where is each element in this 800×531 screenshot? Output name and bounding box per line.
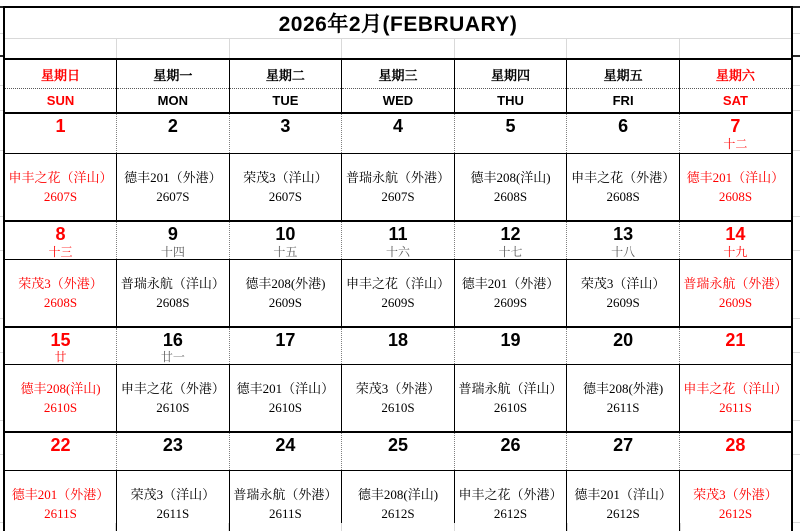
weekday-en-wed: WED bbox=[342, 89, 455, 114]
weekday-cn-tue: 星期二 bbox=[229, 59, 342, 89]
vessel-name: 德丰208(外港) bbox=[583, 381, 664, 397]
weekday-en-sat: SAT bbox=[679, 89, 792, 114]
day-cell-2[interactable] bbox=[117, 113, 230, 154]
day-number: 2 bbox=[167, 116, 178, 136]
vessel-name: 荣茂3（洋山） bbox=[130, 487, 216, 503]
weekday-cn-row bbox=[4, 59, 792, 89]
day-cell-1[interactable] bbox=[4, 113, 117, 154]
vessel-name: 德丰201（外港） bbox=[124, 170, 222, 185]
vessel-name: 申丰之花（洋山） bbox=[683, 381, 788, 397]
voyage-number: 2611S bbox=[719, 400, 752, 416]
voyage-number: 2612S bbox=[606, 506, 640, 522]
voyage-number: 2609S bbox=[268, 294, 303, 310]
day-number: 14 bbox=[725, 224, 746, 244]
lunar-date bbox=[117, 137, 229, 151]
day-cell-27[interactable] bbox=[567, 432, 680, 470]
vessel-name: 德丰201（洋山） bbox=[686, 170, 785, 185]
day-number: 8 bbox=[55, 224, 66, 244]
voyage-number: 2609S bbox=[718, 294, 753, 310]
vessel-name: 德丰208(洋山) bbox=[20, 381, 101, 397]
day-cell-6[interactable] bbox=[567, 113, 680, 154]
weekday-en-row bbox=[4, 89, 792, 114]
gridline bbox=[793, 6, 800, 8]
voyage-number: 2608S bbox=[606, 189, 640, 204]
gridline bbox=[793, 150, 800, 151]
voyage-number: 2610S bbox=[268, 400, 303, 416]
gridline bbox=[793, 420, 800, 421]
lunar-date bbox=[680, 350, 791, 364]
day-cell-10[interactable] bbox=[229, 221, 342, 259]
day-number: 21 bbox=[725, 329, 746, 350]
day-cell-22[interactable] bbox=[4, 432, 117, 470]
voyage-number: 2610S bbox=[493, 400, 528, 416]
partial-next-row bbox=[3, 523, 793, 531]
lunar-date bbox=[455, 456, 567, 470]
voyage-number: 2607S bbox=[43, 189, 78, 204]
vessel-cell-21[interactable] bbox=[679, 365, 792, 433]
lunar-date: 十七 bbox=[498, 244, 523, 259]
day-cell-18[interactable] bbox=[342, 327, 455, 365]
vessel-cell-24[interactable] bbox=[229, 471, 342, 531]
lunar-date: 廿 bbox=[54, 350, 67, 365]
vessel-cell-4[interactable] bbox=[342, 154, 455, 222]
day-cell-8[interactable] bbox=[4, 221, 117, 259]
vessel-cell-13[interactable] bbox=[567, 259, 680, 327]
week-4-date-row bbox=[4, 432, 792, 470]
vessel-cell-7[interactable] bbox=[679, 154, 792, 222]
voyage-number: 2609S bbox=[606, 294, 640, 310]
gridline bbox=[793, 318, 800, 319]
vessel-cell-22[interactable] bbox=[4, 471, 117, 531]
lunar-date bbox=[342, 456, 454, 470]
day-cell-12[interactable] bbox=[454, 221, 567, 259]
vessel-name: 普瑞永航（外港） bbox=[233, 487, 338, 503]
weekday-cn-thu: 星期四 bbox=[454, 59, 567, 89]
voyage-number: 2612S bbox=[381, 506, 415, 522]
voyage-number: 2610S bbox=[381, 400, 415, 416]
day-cell-24[interactable] bbox=[229, 432, 342, 470]
lunar-date bbox=[567, 456, 679, 470]
vessel-name: 荣茂3（外港） bbox=[18, 275, 103, 291]
day-number: 26 bbox=[500, 435, 521, 456]
week-4-vessel-row bbox=[4, 471, 792, 531]
day-number: 7 bbox=[730, 116, 741, 136]
gridline bbox=[793, 352, 800, 353]
weekday-cn-wed: 星期三 bbox=[342, 59, 455, 89]
voyage-number: 2611S bbox=[606, 400, 640, 416]
day-number: 18 bbox=[387, 329, 408, 350]
gridline bbox=[793, 250, 800, 251]
vessel-name: 普瑞永航（洋山） bbox=[458, 381, 563, 397]
vessel-name: 荣茂3（外港） bbox=[693, 487, 778, 503]
lunar-date bbox=[117, 456, 229, 470]
vessel-cell-12[interactable] bbox=[454, 259, 567, 327]
voyage-number: 2611S bbox=[269, 506, 302, 522]
gridline bbox=[793, 55, 800, 57]
vessel-cell-16[interactable] bbox=[117, 365, 230, 433]
vessel-cell-1[interactable] bbox=[4, 154, 117, 222]
day-number: 4 bbox=[392, 116, 403, 136]
lunar-date bbox=[342, 137, 454, 151]
day-cell-17[interactable] bbox=[229, 327, 342, 365]
voyage-number: 2611S bbox=[44, 506, 77, 522]
vessel-cell-26[interactable] bbox=[454, 471, 567, 531]
day-cell-23[interactable] bbox=[117, 432, 230, 470]
day-number: 3 bbox=[280, 116, 291, 136]
weekday-cn-sun: 星期日 bbox=[4, 59, 117, 89]
voyage-number: 2609S bbox=[493, 294, 528, 310]
week-2-vessel-row bbox=[4, 259, 792, 327]
week-1-vessel-row bbox=[4, 154, 792, 222]
spacer-cell bbox=[342, 39, 455, 60]
day-number: 1 bbox=[55, 116, 66, 136]
vessel-cell-2[interactable] bbox=[117, 154, 230, 222]
week-3-date-row bbox=[4, 327, 792, 365]
lunar-date: 十四 bbox=[160, 244, 185, 259]
day-number: 27 bbox=[613, 435, 634, 456]
weekday-cn-sat: 星期六 bbox=[679, 59, 792, 89]
sheet-margin-right bbox=[793, 0, 800, 531]
calendar-table bbox=[3, 6, 793, 531]
vessel-cell-15[interactable] bbox=[4, 365, 117, 433]
vessel-cell-14[interactable] bbox=[679, 259, 792, 327]
vessel-cell-3[interactable] bbox=[229, 154, 342, 222]
week-1-date-row bbox=[4, 113, 792, 154]
voyage-number: 2610S bbox=[43, 400, 78, 416]
vessel-name: 申丰之花（外港） bbox=[571, 170, 676, 185]
day-cell-3[interactable] bbox=[229, 113, 342, 154]
lunar-date: 十九 bbox=[723, 244, 748, 259]
vessel-cell-11[interactable] bbox=[342, 259, 455, 327]
day-number: 12 bbox=[500, 224, 521, 244]
lunar-date bbox=[230, 137, 342, 151]
weekday-cn-mon: 星期一 bbox=[117, 59, 230, 89]
vessel-cell-23[interactable] bbox=[117, 471, 230, 531]
vessel-name: 荣茂3（外港） bbox=[355, 381, 441, 397]
weekday-en-thu: THU bbox=[454, 89, 567, 114]
day-number: 16 bbox=[162, 329, 183, 350]
vessel-name: 德丰201（外港） bbox=[461, 275, 560, 291]
day-number: 17 bbox=[275, 329, 296, 350]
lunar-date: 十五 bbox=[273, 244, 298, 259]
lunar-date: 十二 bbox=[723, 136, 748, 151]
spacer-cell bbox=[679, 39, 792, 60]
voyage-number: 2610S bbox=[156, 400, 190, 416]
voyage-number: 2608S bbox=[156, 294, 190, 310]
gridline bbox=[793, 110, 800, 111]
day-cell-13[interactable] bbox=[567, 221, 680, 259]
voyage-number: 2608S bbox=[718, 189, 753, 204]
spacer-cell bbox=[117, 39, 230, 60]
weekday-en-mon: MON bbox=[117, 89, 230, 114]
lunar-date bbox=[455, 137, 567, 151]
calendar-title: 2026年2月(FEBRUARY) bbox=[4, 7, 792, 39]
day-cell-25[interactable] bbox=[342, 432, 455, 470]
weekday-en-fri: FRI bbox=[567, 89, 680, 114]
lunar-date: 十六 bbox=[385, 244, 410, 259]
day-number: 5 bbox=[505, 116, 516, 136]
day-cell-20[interactable] bbox=[567, 327, 680, 365]
day-number: 28 bbox=[725, 435, 746, 456]
vessel-cell-8[interactable] bbox=[4, 259, 117, 327]
day-number: 23 bbox=[162, 435, 183, 456]
day-cell-5[interactable] bbox=[454, 113, 567, 154]
vessel-name: 普瑞永航（外港） bbox=[683, 275, 788, 291]
weekday-en-tue: TUE bbox=[229, 89, 342, 114]
vessel-name: 德丰208(外港) bbox=[245, 275, 326, 291]
vessel-cell-18[interactable] bbox=[342, 365, 455, 433]
voyage-number: 2607S bbox=[156, 189, 190, 204]
day-cell-28[interactable] bbox=[679, 432, 792, 470]
vessel-cell-25[interactable] bbox=[342, 471, 455, 531]
weekday-cn-fri: 星期五 bbox=[567, 59, 680, 89]
spacer-row bbox=[4, 39, 792, 60]
day-cell-16[interactable] bbox=[117, 327, 230, 365]
vessel-cell-20[interactable] bbox=[567, 365, 680, 433]
day-cell-15[interactable] bbox=[4, 327, 117, 365]
gridline bbox=[793, 216, 800, 217]
title-row bbox=[4, 7, 792, 39]
voyage-number: 2607S bbox=[268, 189, 303, 204]
vessel-name: 德丰208(洋山) bbox=[470, 170, 551, 185]
voyage-number: 2608S bbox=[43, 294, 78, 310]
day-cell-19[interactable] bbox=[454, 327, 567, 365]
day-number: 25 bbox=[387, 435, 408, 456]
vessel-cell-5[interactable] bbox=[454, 154, 567, 222]
vessel-cell-17[interactable] bbox=[229, 365, 342, 433]
vessel-cell-28[interactable] bbox=[679, 471, 792, 531]
gridline bbox=[793, 522, 800, 523]
day-number: 22 bbox=[50, 435, 71, 456]
vessel-name: 申丰之花（外港） bbox=[458, 487, 563, 503]
lunar-date bbox=[342, 350, 454, 364]
vessel-name: 申丰之花（外港） bbox=[120, 381, 225, 397]
week-3-vessel-row bbox=[4, 365, 792, 433]
lunar-date bbox=[567, 137, 679, 151]
vessel-name: 普瑞永航（洋山） bbox=[120, 275, 225, 291]
day-number: 6 bbox=[618, 116, 629, 136]
lunar-date: 十三 bbox=[48, 244, 73, 259]
day-number: 10 bbox=[275, 224, 296, 244]
vessel-name: 申丰之花（洋山） bbox=[8, 170, 113, 185]
vessel-cell-9[interactable] bbox=[117, 259, 230, 327]
day-number: 15 bbox=[50, 329, 71, 350]
lunar-date bbox=[5, 137, 116, 151]
spacer-cell bbox=[229, 39, 342, 60]
day-cell-26[interactable] bbox=[454, 432, 567, 470]
lunar-date bbox=[230, 350, 342, 364]
day-cell-4[interactable] bbox=[342, 113, 455, 154]
vessel-name: 申丰之花（洋山） bbox=[345, 275, 450, 291]
gridline bbox=[793, 33, 800, 34]
day-cell-9[interactable] bbox=[117, 221, 230, 259]
lunar-date: 廿一 bbox=[160, 350, 185, 365]
vessel-name: 德丰208(洋山) bbox=[357, 487, 439, 503]
day-cell-11[interactable] bbox=[342, 221, 455, 259]
weekday-en-sun: SUN bbox=[4, 89, 117, 114]
vessel-cell-10[interactable] bbox=[229, 259, 342, 327]
vessel-cell-19[interactable] bbox=[454, 365, 567, 433]
voyage-number: 2607S bbox=[381, 189, 415, 204]
spacer-cell bbox=[454, 39, 567, 60]
week-2-date-row bbox=[4, 221, 792, 259]
day-number: 9 bbox=[167, 224, 178, 244]
gridline bbox=[793, 454, 800, 455]
vessel-name: 荣茂3（洋山） bbox=[580, 275, 666, 291]
vessel-name: 荣茂3（洋山） bbox=[243, 170, 328, 185]
voyage-number: 2609S bbox=[381, 294, 415, 310]
day-cell-21[interactable] bbox=[679, 327, 792, 365]
lunar-date bbox=[5, 456, 116, 470]
day-cell-14[interactable] bbox=[679, 221, 792, 259]
day-number: 20 bbox=[613, 329, 634, 350]
day-number: 11 bbox=[388, 224, 408, 244]
lunar-date bbox=[680, 456, 791, 470]
spacer-cell bbox=[567, 39, 680, 60]
voyage-number: 2611S bbox=[156, 506, 190, 522]
spacer-cell bbox=[4, 39, 117, 60]
vessel-name: 德丰201（洋山） bbox=[574, 487, 672, 503]
vessel-cell-27[interactable] bbox=[567, 471, 680, 531]
weeks-body bbox=[4, 113, 792, 531]
vessel-name: 德丰201（洋山） bbox=[236, 381, 335, 397]
lunar-date bbox=[455, 350, 567, 364]
day-number: 24 bbox=[275, 435, 296, 456]
lunar-date bbox=[230, 456, 342, 470]
day-number: 19 bbox=[500, 329, 521, 350]
lunar-date bbox=[567, 350, 679, 364]
lunar-date: 十八 bbox=[611, 244, 636, 259]
voyage-number: 2608S bbox=[493, 189, 528, 204]
day-cell-7[interactable] bbox=[679, 113, 792, 154]
vessel-cell-6[interactable] bbox=[567, 154, 680, 222]
voyage-number: 2612S bbox=[718, 506, 753, 522]
day-number: 13 bbox=[613, 224, 634, 244]
gridline bbox=[793, 85, 800, 86]
vessel-name: 普瑞永航（外港） bbox=[345, 170, 450, 185]
vessel-name: 德丰201（外港） bbox=[11, 487, 110, 503]
voyage-number: 2612S bbox=[493, 506, 528, 522]
